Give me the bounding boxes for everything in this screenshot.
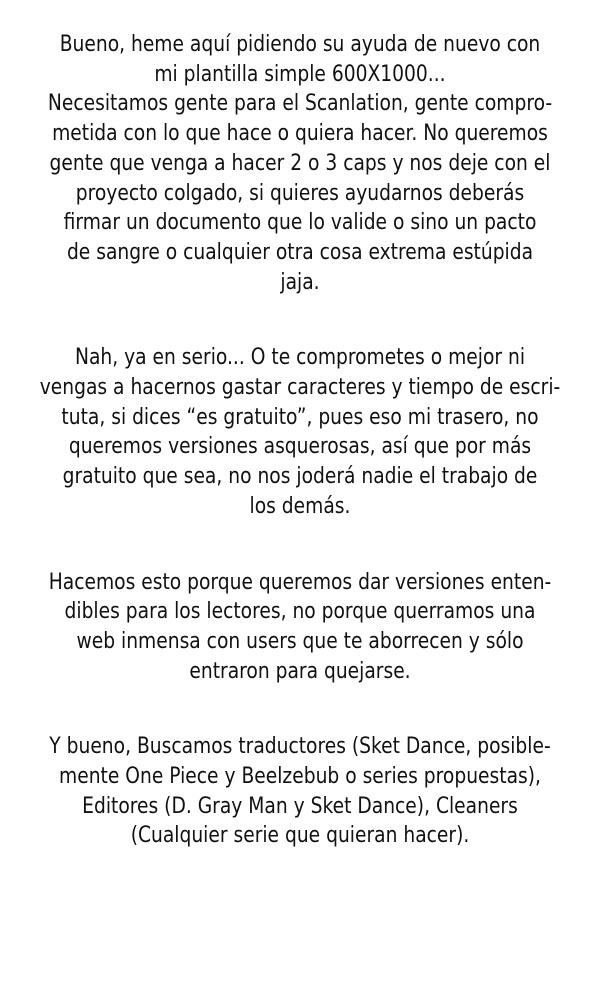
text-line: Necesitamos gente para el Scanlation, gente compro- [47, 90, 553, 117]
text-line: gente que venga a hacer 2 o 3 caps y nos deje con el [49, 149, 551, 176]
text-line: vengas a hacernos gastar caracteres y tiempo de escri- [39, 374, 561, 401]
text-line: de sangre o cualquier otra cosa extrema estúpida [66, 238, 534, 265]
paragraph-commitment [35, 343, 565, 521]
text-line: jaja. [280, 268, 320, 295]
paragraph-purpose [35, 568, 565, 687]
paragraph-intro [35, 30, 565, 297]
text-line: tuta, si dices “es gratuito”, pues eso mi trasero, no [61, 403, 539, 430]
paragraph-roles [35, 732, 565, 851]
text-line: mi plantilla simple 600X1000... [154, 60, 446, 87]
text-line: los demás. [249, 492, 351, 519]
text-line: proyecto colgado, si quieres ayudarnos deberás [75, 179, 525, 206]
text-line: (Cualquier serie que quieran hacer). [130, 822, 470, 849]
text-line: firmar un documento que lo valide o sino un pacto [63, 209, 537, 236]
text-line: Y bueno, Buscamos traductores (Sket Dance, posible- [49, 733, 551, 760]
text-line: entraron para quejarse. [189, 657, 411, 684]
text-line: Hacemos esto porque queremos dar versiones enten- [48, 568, 552, 595]
text-line: metida con lo que hace o quiera hacer. No queremos [52, 120, 548, 147]
text-line: web inmensa con users que te aborrecen y sólo [76, 627, 524, 654]
text-line: dibles para los lectores, no porque querramos una [64, 598, 536, 625]
text-line: queremos versiones asquerosas, así que por más [68, 433, 532, 460]
text-line: mente One Piece y Beelzebub o series propuestas), [59, 763, 541, 790]
text-line: gratuito que sea, no nos joderá nadie el trabajo de [62, 463, 538, 490]
text-line: Bueno, heme aquí pidiendo su ayuda de nuevo con [59, 31, 541, 57]
text-line: Editores (D. Gray Man y Sket Dance), Cleaners [82, 792, 518, 819]
text-line: Nah, ya en serio... O te comprometes o mejor ni [74, 344, 526, 371]
